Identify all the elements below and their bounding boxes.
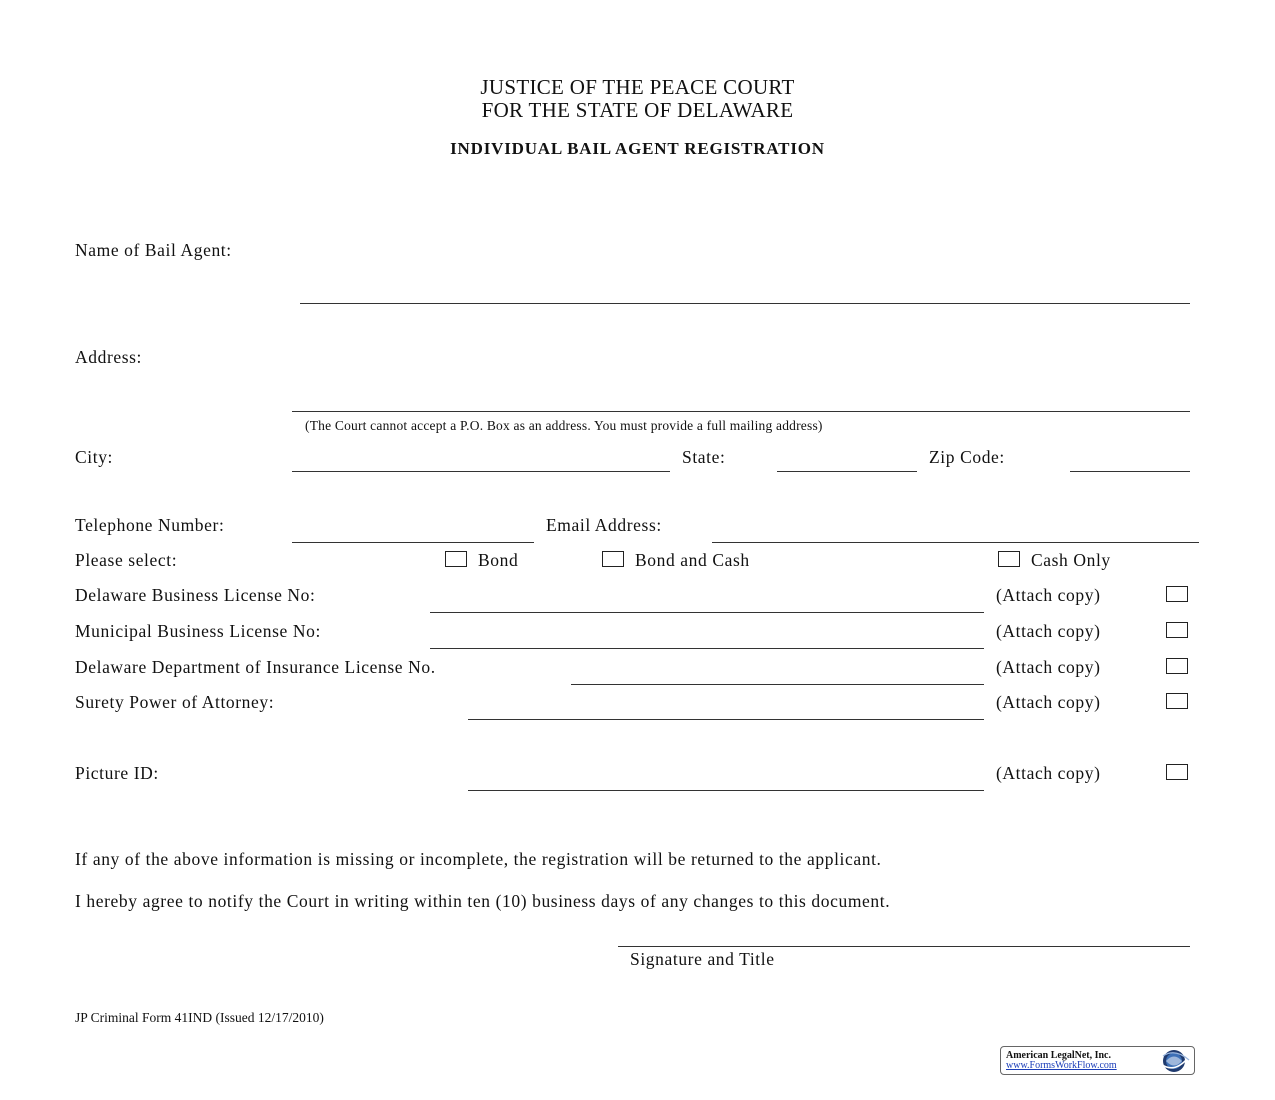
- form-title: INDIVIDUAL BAIL AGENT REGISTRATION: [450, 139, 825, 158]
- attach-copy-label-5: (Attach copy): [996, 763, 1101, 783]
- address-field[interactable]: [292, 411, 1190, 412]
- state-field[interactable]: [777, 471, 917, 472]
- city-field[interactable]: [292, 471, 670, 472]
- zip-label: Zip Code:: [929, 447, 1005, 467]
- de-business-license-attach-checkbox[interactable]: [1166, 586, 1188, 602]
- logo-company-name: American LegalNet, Inc.: [1006, 1050, 1111, 1061]
- name-field[interactable]: [300, 303, 1190, 304]
- picture-id-field[interactable]: [468, 790, 984, 791]
- telephone-field[interactable]: [292, 542, 534, 543]
- insurance-license-field[interactable]: [571, 684, 984, 685]
- cash-only-checkbox[interactable]: [998, 551, 1020, 567]
- agreement-statement: I hereby agree to notify the Court in writing within ten (10) business days of any changes to this document.: [75, 891, 891, 911]
- telephone-label: Telephone Number:: [75, 515, 225, 535]
- court-name-line2: FOR THE STATE OF DELAWARE: [481, 98, 794, 122]
- bond-and-cash-checkbox[interactable]: [602, 551, 624, 567]
- attach-copy-label-1: (Attach copy): [996, 585, 1101, 605]
- insurance-license-attach-checkbox[interactable]: [1166, 658, 1188, 674]
- attach-copy-label-4: (Attach copy): [996, 692, 1101, 712]
- bond-option-label: Bond: [478, 550, 519, 570]
- address-note: (The Court cannot accept a P.O. Box as an address. You must provide a full mailing address): [305, 418, 823, 433]
- zip-field[interactable]: [1070, 471, 1190, 472]
- missing-info-statement: If any of the above information is missing or incomplete, the registration will be returned to the applicant.: [75, 849, 882, 869]
- cash-only-option-label: Cash Only: [1031, 550, 1111, 570]
- name-label: Name of Bail Agent:: [75, 240, 232, 260]
- municipal-license-label: Municipal Business License No:: [75, 621, 321, 641]
- signature-label: Signature and Title: [630, 949, 775, 969]
- surety-poa-attach-checkbox[interactable]: [1166, 693, 1188, 709]
- select-label: Please select:: [75, 550, 178, 570]
- signature-field[interactable]: [618, 946, 1190, 947]
- picture-id-attach-checkbox[interactable]: [1166, 764, 1188, 780]
- surety-poa-label: Surety Power of Attorney:: [75, 692, 275, 712]
- insurance-license-label: Delaware Department of Insurance License No.: [75, 657, 436, 677]
- municipal-license-field[interactable]: [430, 648, 984, 649]
- address-label: Address:: [75, 347, 143, 367]
- surety-poa-field[interactable]: [468, 719, 984, 720]
- globe-icon: [1157, 1048, 1193, 1074]
- picture-id-label: Picture ID:: [75, 763, 159, 783]
- form-id: JP Criminal Form 41IND (Issued 12/17/2010): [75, 1010, 324, 1025]
- attach-copy-label-3: (Attach copy): [996, 657, 1101, 677]
- court-name-line1: JUSTICE OF THE PEACE COURT: [480, 75, 795, 99]
- city-label: City:: [75, 447, 114, 467]
- bond-and-cash-option-label: Bond and Cash: [635, 550, 750, 570]
- de-business-license-field[interactable]: [430, 612, 984, 613]
- state-label: State:: [682, 447, 726, 467]
- email-label: Email Address:: [546, 515, 662, 535]
- de-business-license-label: Delaware Business License No:: [75, 585, 316, 605]
- municipal-license-attach-checkbox[interactable]: [1166, 622, 1188, 638]
- bond-checkbox[interactable]: [445, 551, 467, 567]
- email-field[interactable]: [712, 542, 1199, 543]
- attach-copy-label-2: (Attach copy): [996, 621, 1101, 641]
- logo-url-link[interactable]: www.FormsWorkFlow.com: [1006, 1060, 1117, 1071]
